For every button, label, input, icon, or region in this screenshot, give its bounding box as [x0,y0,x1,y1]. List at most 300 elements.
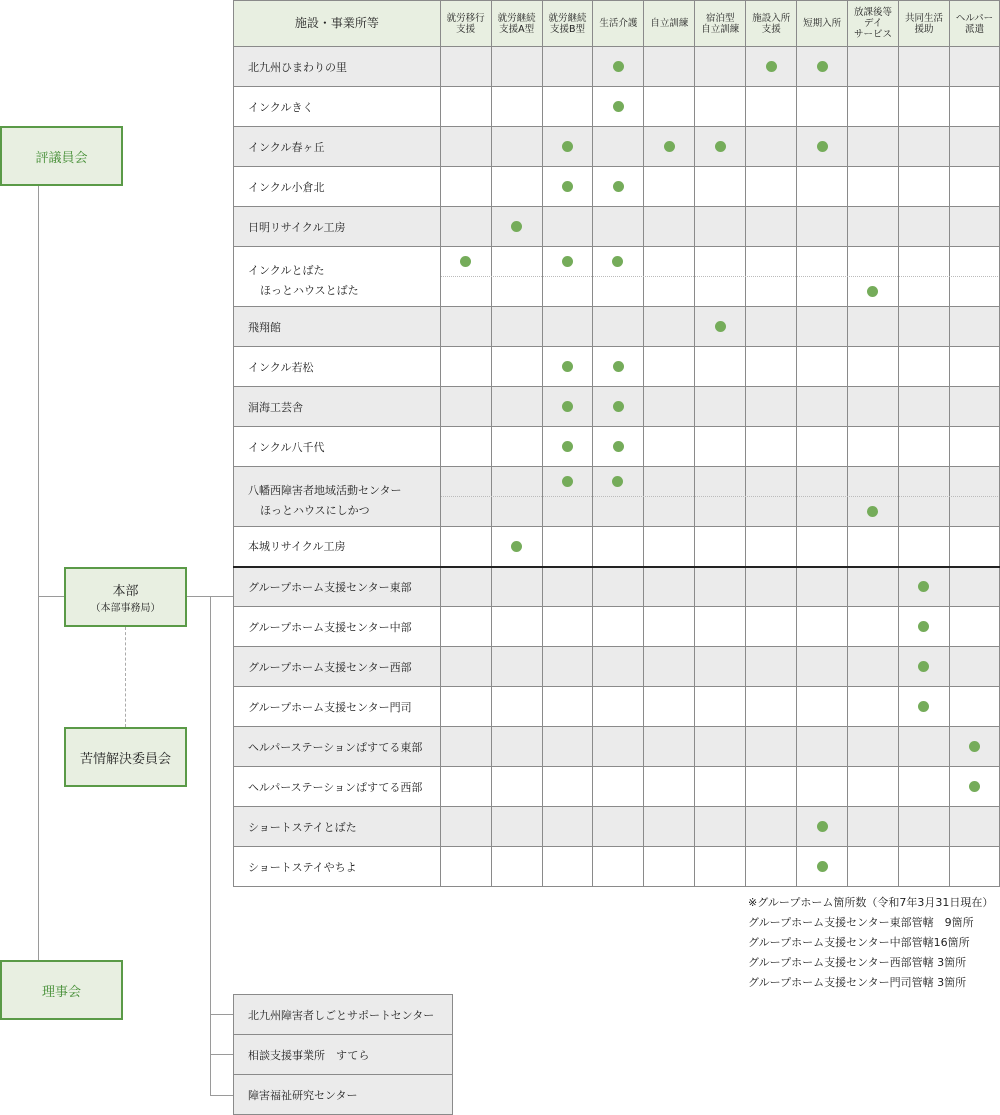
service-cell [593,567,644,607]
service-dot [918,621,929,632]
header-service: 就労継続 支援B型 [542,1,593,47]
service-cell [899,387,950,427]
service-cell [797,767,848,807]
header-service: 共同生活 援助 [899,1,950,47]
spine-hq-connector [38,596,64,597]
service-cell [542,47,593,87]
table-header-row [234,1,1000,47]
center-item: 北九州障害者しごとサポートセンター [234,995,453,1035]
table-row [234,647,1000,687]
service-cell [542,687,593,727]
service-cell [491,127,542,167]
service-cell [746,607,797,647]
service-dot [613,61,624,72]
service-cell [593,687,644,727]
service-dot [613,401,624,412]
service-cell [746,567,797,607]
service-cell [542,207,593,247]
service-cell [542,847,593,887]
service-dot [766,61,777,72]
service-cell [491,727,542,767]
service-cell [542,527,593,567]
table-row [234,767,1000,807]
service-cell [644,607,695,647]
service-cell [949,87,999,127]
service-cell [542,87,593,127]
header-service: 短期入所 [797,1,848,47]
service-cell [899,127,950,167]
service-dot [562,361,573,372]
council-box [0,126,123,186]
table-row [234,307,1000,347]
service-cell [542,807,593,847]
facility-name: 飛翔館 [234,307,441,347]
service-cell [440,307,491,347]
service-cell [949,647,999,687]
service-cell [593,527,644,567]
facility-name: インクル小倉北 [234,167,441,207]
service-cell [644,167,695,207]
hq-box [64,567,187,627]
service-cell [593,47,644,87]
service-dot [918,701,929,712]
service-cell [593,307,644,347]
service-cell [949,527,999,567]
service-cell [746,347,797,387]
right-vertical-line [210,596,211,1096]
service-cell [695,727,746,767]
header-service: ヘルパー 派遣 [949,1,999,47]
service-dot [612,476,623,487]
service-cell [542,127,593,167]
service-dot [460,256,471,267]
service-cell [440,687,491,727]
facility-name: ショートステイやちよ [234,847,441,887]
facility-name: 北九州ひまわりの里 [234,47,441,87]
table-row [234,527,1000,567]
header-service: 生活介護 [593,1,644,47]
service-cell [848,307,899,347]
service-cell [848,767,899,807]
service-cell [491,647,542,687]
service-cell [797,527,848,567]
service-cell [899,607,950,647]
header-service: 施設入所 支援 [746,1,797,47]
service-cell [440,807,491,847]
service-cell [797,847,848,887]
service-cell [695,307,746,347]
service-cell [797,727,848,767]
service-cell [440,607,491,647]
service-cell [695,847,746,887]
service-cell [746,47,797,87]
other-centers-list [233,994,453,1115]
facility-name: グループホーム支援センター門司 [234,687,441,727]
service-cell [644,767,695,807]
hq-sub-label: （本部事務局） [90,603,161,614]
service-cell [797,607,848,647]
service-cell [542,647,593,687]
service-cell [746,647,797,687]
service-cell [644,567,695,607]
header-service: 宿泊型 自立訓練 [695,1,746,47]
service-cell [542,427,593,467]
facility-name: 本城リサイクル工房 [234,527,441,567]
center-item: 相談支援事業所 すてら [234,1035,453,1075]
facility-name-sub: ほっとハウスとばた [260,284,359,297]
service-dot [715,321,726,332]
service-cell [644,847,695,887]
service-cell [644,687,695,727]
service-cell [542,167,593,207]
service-cell [440,427,491,467]
service-cell [797,567,848,607]
service-cell [440,87,491,127]
service-cell [440,347,491,387]
service-cell [491,567,542,607]
service-cell [644,207,695,247]
service-cell [695,47,746,87]
service-cell [899,207,950,247]
service-cell [848,427,899,467]
header-service: 自立訓練 [644,1,695,47]
service-cell [695,387,746,427]
service-dot [613,441,624,452]
service-dot [969,781,980,792]
service-cell [899,807,950,847]
branch-line-2 [210,1054,233,1055]
service-cell [899,527,950,567]
facility-name: 洞海工芸舎 [234,387,441,427]
service-cell [644,127,695,167]
facility-name: グループホーム支援センター西部 [234,647,441,687]
board-label: 理事会 [41,984,81,1000]
service-cell [848,807,899,847]
service-cell [644,387,695,427]
service-dot [715,141,726,152]
service-cell [593,427,644,467]
service-cell [542,307,593,347]
service-cell [797,387,848,427]
service-cell [746,127,797,167]
service-cell [491,527,542,567]
service-dot [612,256,623,267]
service-cell [746,807,797,847]
branch-line-1 [210,1014,233,1015]
service-cell [848,387,899,427]
service-cell [491,767,542,807]
service-cell [593,767,644,807]
service-cell [746,387,797,427]
service-cell [695,767,746,807]
service-dot [562,141,573,152]
service-cell [695,527,746,567]
service-cell [746,87,797,127]
service-cell [899,727,950,767]
service-cell [899,767,950,807]
service-cell [746,687,797,727]
service-cell [949,607,999,647]
service-dot [562,476,573,487]
service-cell [949,427,999,467]
service-cell [695,567,746,607]
service-cell [797,647,848,687]
note-line: グループホーム支援センター東部管轄 9箇所 [748,916,974,929]
service-cell [491,387,542,427]
service-cell [848,347,899,387]
facility-name [234,467,441,527]
committee-box [64,727,187,787]
facility-name: グループホーム支援センター中部 [234,607,441,647]
service-dot [918,581,929,592]
service-cell [848,127,899,167]
service-cell [440,727,491,767]
service-cell [949,687,999,727]
service-dot [867,286,878,297]
service-cell [746,727,797,767]
service-cell [899,847,950,887]
service-cell [949,167,999,207]
service-dot [817,61,828,72]
service-cell [593,807,644,847]
service-dot [613,181,624,192]
service-cell [899,87,950,127]
service-cell [593,207,644,247]
service-cell [542,607,593,647]
service-cell [695,607,746,647]
facility-name [234,247,441,307]
service-cell [797,87,848,127]
service-cell [899,167,950,207]
council-board-line [38,186,39,960]
service-cell [695,87,746,127]
service-cell [491,607,542,647]
table-row [234,207,1000,247]
center-item: 障害福祉研究センター [234,1075,453,1115]
facility-name: ヘルパーステーションぱすてる西部 [234,767,441,807]
facility-name-sub: ほっとハウスにしかつ [260,504,370,517]
service-cell [949,567,999,607]
service-cell [593,607,644,647]
service-cell [593,847,644,887]
service-cell [848,167,899,207]
facility-name: グループホーム支援センター東部 [234,567,441,607]
service-cell [848,207,899,247]
service-cell [797,127,848,167]
service-dot [511,541,522,552]
service-dot [817,141,828,152]
service-cell [797,47,848,87]
service-dot [867,506,878,517]
service-cell [797,307,848,347]
service-cell [848,47,899,87]
service-cell [644,727,695,767]
service-cell [746,767,797,807]
service-cell [644,647,695,687]
header-facility: 施設・事業所等 [234,1,441,47]
service-cell [695,127,746,167]
row-divider-dotted [441,276,998,277]
table-row [234,127,1000,167]
service-cell [491,687,542,727]
service-cell [440,647,491,687]
service-cell [746,427,797,467]
facility-service-table [233,0,1000,887]
service-cell [644,47,695,87]
service-cell [949,387,999,427]
note-line: グループホーム支援センター門司管轄 3箇所 [748,976,967,989]
service-cell [899,647,950,687]
service-cell [440,847,491,887]
header-service: 放課後等 デイ サービス [848,1,899,47]
header-service: 就労継続 支援A型 [491,1,542,47]
service-cell [797,687,848,727]
service-dot [817,861,828,872]
service-cell [949,847,999,887]
facility-name: ショートステイとばた [234,807,441,847]
service-cell [644,807,695,847]
service-cell [644,527,695,567]
table-row [234,807,1000,847]
service-cell [949,347,999,387]
service-dot [613,361,624,372]
note-line: グループホーム支援センター中部管轄16箇所 [748,936,970,949]
council-label: 評議員会 [35,150,88,166]
service-cell [491,847,542,887]
facility-name: 日明リサイクル工房 [234,207,441,247]
service-cell [440,387,491,427]
service-cell [848,647,899,687]
service-cell [848,607,899,647]
service-cell [899,427,950,467]
service-cell [848,687,899,727]
service-cell [440,207,491,247]
service-cell [593,167,644,207]
service-cell [746,527,797,567]
service-cell [440,527,491,567]
service-cell [797,807,848,847]
service-dot [918,661,929,672]
service-cell [695,647,746,687]
service-cell [491,207,542,247]
facility-name: ヘルパーステーションぱすてる東部 [234,727,441,767]
table-row [234,847,1000,887]
facility-name: インクル八千代 [234,427,441,467]
service-cell [848,87,899,127]
service-cell [440,767,491,807]
service-cell [899,47,950,87]
service-dot [613,101,624,112]
service-cell [491,307,542,347]
service-cell [440,47,491,87]
table-row [234,427,1000,467]
service-cell [491,347,542,387]
service-cell [949,727,999,767]
service-cell [440,167,491,207]
service-cell [491,47,542,87]
service-cell [899,567,950,607]
table-row [234,387,1000,427]
facility-name: インクルきく [234,87,441,127]
table-row [234,727,1000,767]
service-cell [593,727,644,767]
service-cell [695,807,746,847]
service-cell [797,167,848,207]
board-box [0,960,123,1020]
service-cell [644,87,695,127]
hq-label: 本部 [112,584,139,599]
table-row [234,567,1000,607]
table-row [234,607,1000,647]
service-dot [664,141,675,152]
service-dot [562,401,573,412]
service-cell [440,567,491,607]
service-cell [695,207,746,247]
service-cell [593,647,644,687]
service-cell [542,387,593,427]
service-cell [695,167,746,207]
service-cell [695,427,746,467]
service-cell [593,347,644,387]
grouphome-notes [748,893,993,993]
service-dot [817,821,828,832]
service-cell [593,387,644,427]
facility-name: インクル春ヶ丘 [234,127,441,167]
service-cell [644,307,695,347]
service-cell [949,47,999,87]
service-dot [562,441,573,452]
service-cell [797,347,848,387]
facility-name-main: 八幡西障害者地域活動センター [248,484,402,497]
service-cell [695,347,746,387]
service-cell [797,207,848,247]
header-service: 就労移行 支援 [440,1,491,47]
service-cell [542,567,593,607]
service-cell [899,687,950,727]
service-dot [969,741,980,752]
service-cell [644,427,695,467]
service-cell [949,207,999,247]
table-row [234,687,1000,727]
service-cell [949,127,999,167]
service-dot [511,221,522,232]
service-cell [593,127,644,167]
service-cell [746,207,797,247]
service-dot [562,256,573,267]
table-row [234,87,1000,127]
table-row [234,47,1000,87]
service-cell [491,87,542,127]
service-cell [848,567,899,607]
service-dot [562,181,573,192]
facility-name: インクル若松 [234,347,441,387]
service-cell [542,347,593,387]
table-row [234,347,1000,387]
service-cell [491,427,542,467]
committee-label: 苦情解決委員会 [79,751,171,767]
service-cell [899,307,950,347]
branch-line-3 [210,1095,233,1096]
hq-committee-dashed-line [125,627,126,727]
service-cell [746,307,797,347]
service-cell [491,807,542,847]
service-cell [644,347,695,387]
service-cell [848,527,899,567]
service-cell [949,767,999,807]
table-row [234,167,1000,207]
service-cell [695,687,746,727]
note-line: ※グループホーム箇所数（令和7年3月31日現在） [748,896,994,909]
